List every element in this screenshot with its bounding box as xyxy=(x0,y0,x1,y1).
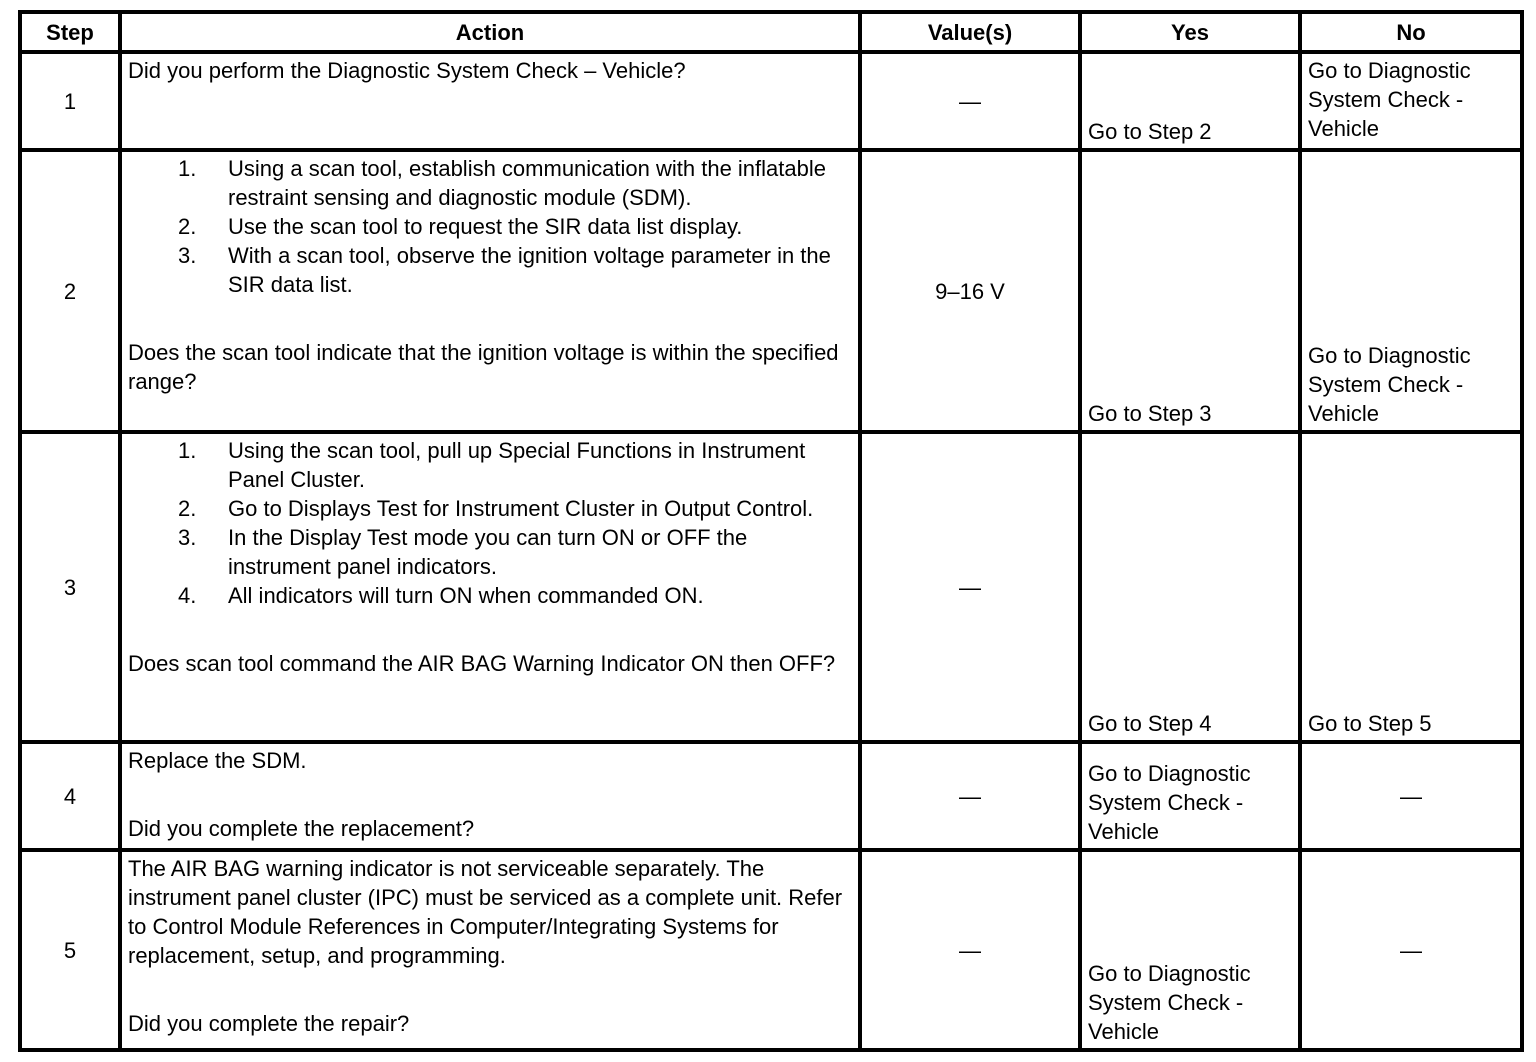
action-step-text: Using the scan tool, pull up Special Functions in Instrument Panel Cluster. xyxy=(228,438,806,492)
diagnostic-table xyxy=(18,10,1524,1052)
action-text: Replace the SDM. xyxy=(128,748,307,773)
action-step-number: 1. xyxy=(178,438,197,463)
action-step xyxy=(128,581,852,610)
action-step-text: With a scan tool, observe the ignition voltage parameter in the SIR data list. xyxy=(228,243,831,297)
value-cell: — xyxy=(860,742,1080,850)
header-step: Step xyxy=(20,12,120,52)
action-step-number: 4. xyxy=(178,583,197,608)
yes-result: Go to Step 2 xyxy=(1080,52,1300,150)
action-step-text: All indicators will turn ON when commanded ON. xyxy=(228,583,704,608)
table-row xyxy=(20,432,1522,742)
action-step xyxy=(128,154,852,212)
action-step xyxy=(128,212,852,241)
header-values: Value(s) xyxy=(860,12,1080,52)
yes-result: Go to Step 3 xyxy=(1080,150,1300,432)
step-number: 2 xyxy=(20,150,120,432)
table-row xyxy=(20,850,1522,1050)
action-step xyxy=(128,436,852,494)
no-result: Go to Diagnostic System Check - Vehicle xyxy=(1300,150,1522,432)
step-number: 1 xyxy=(20,52,120,150)
action-text: Did you perform the Diagnostic System Check – Vehicle? xyxy=(128,58,686,83)
step-number: 5 xyxy=(20,850,120,1050)
action-step xyxy=(128,241,852,299)
no-result: — xyxy=(1300,742,1522,850)
value-cell: 9–16 V xyxy=(860,150,1080,432)
action-step-number: 1. xyxy=(178,156,197,181)
header-yes: Yes xyxy=(1080,12,1300,52)
action-step xyxy=(128,523,852,581)
value-cell: — xyxy=(860,850,1080,1050)
action-step-text: Go to Displays Test for Instrument Cluster in Output Control. xyxy=(228,496,814,521)
action-step xyxy=(128,494,852,523)
no-result: Go to Diagnostic System Check - Vehicle xyxy=(1300,52,1522,150)
action-step-text: Using a scan tool, establish communication with the inflatable restraint sensing and diagnostic module (SDM). xyxy=(228,156,826,210)
step-number: 4 xyxy=(20,742,120,850)
yes-result: Go to Diagnostic System Check - Vehicle xyxy=(1080,742,1300,850)
table-row xyxy=(20,52,1522,150)
header-row xyxy=(20,12,1522,52)
action-cell xyxy=(120,52,860,150)
action-text: The AIR BAG warning indicator is not serviceable separately. The instrument panel cluster (IPC) must be serviced as a complete unit. Refer to Control Module References in Computer/Integrating Systems for replacement, setup, and programming. xyxy=(128,856,843,968)
yes-result: Go to Diagnostic System Check - Vehicle xyxy=(1080,850,1300,1050)
action-step-number: 3. xyxy=(178,243,197,268)
step-number: 3 xyxy=(20,432,120,742)
action-step-number: 3. xyxy=(178,525,197,550)
action-step-number: 2. xyxy=(178,496,197,521)
no-result: — xyxy=(1300,850,1522,1050)
action-cell xyxy=(120,742,860,850)
action-cell xyxy=(120,150,860,432)
yes-result: Go to Step 4 xyxy=(1080,432,1300,742)
value-cell: — xyxy=(860,432,1080,742)
action-question: Did you complete the repair? xyxy=(128,1011,410,1036)
action-question: Does the scan tool indicate that the ignition voltage is within the specified range? xyxy=(128,340,839,394)
value-cell: — xyxy=(860,52,1080,150)
action-question: Does scan tool command the AIR BAG Warning Indicator ON then OFF? xyxy=(128,651,836,676)
action-question: Did you complete the replacement? xyxy=(128,816,475,841)
header-no: No xyxy=(1300,12,1522,52)
table-row xyxy=(20,742,1522,850)
header-action: Action xyxy=(120,12,860,52)
action-step-text: Use the scan tool to request the SIR data list display. xyxy=(228,214,743,239)
action-cell xyxy=(120,850,860,1050)
action-steps-list xyxy=(128,154,852,299)
table-row xyxy=(20,150,1522,432)
action-step-text: In the Display Test mode you can turn ON or OFF the instrument panel indicators. xyxy=(228,525,748,579)
action-steps-list xyxy=(128,436,852,610)
action-step-number: 2. xyxy=(178,214,197,239)
action-cell xyxy=(120,432,860,742)
no-result: Go to Step 5 xyxy=(1300,432,1522,742)
